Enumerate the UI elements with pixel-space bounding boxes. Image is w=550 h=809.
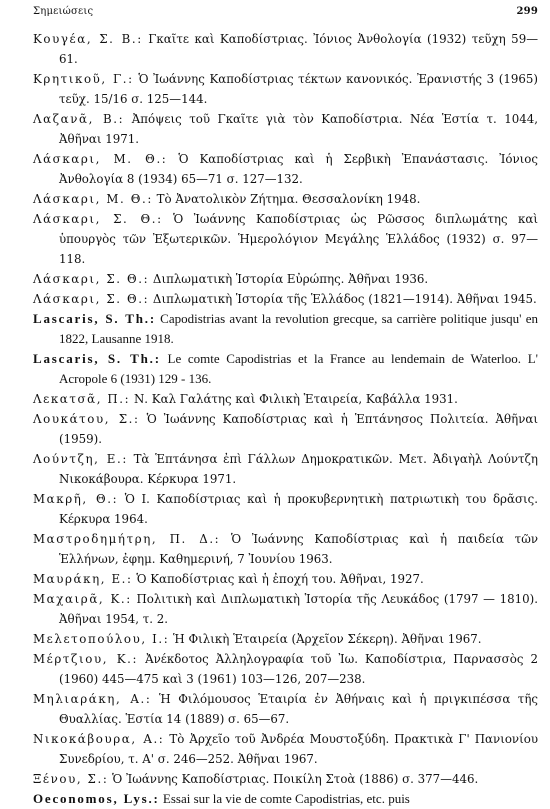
entry-author: Oeconomos, Lys.: [33,791,160,806]
entry-author: Λουκάτου, Σ.: [33,412,140,426]
entry-citation: Ἡ Φιλόμουσος Ἑταιρία ἐν Ἀθήναις καὶ ἡ πριγκιπέσσα τῆς Θυαλλίας. Ἑστία 14 (1889) σ. 65—67. [59,692,539,726]
bibliography-entry [33,629,538,649]
bibliography-entry [33,769,538,789]
entry-author: Ξένου, Σ.: [33,772,109,786]
bibliography-entry [33,409,538,449]
entry-author: Lascaris, S. Th.: [33,351,161,366]
bibliography-entry [33,789,538,809]
entry-citation: Essai sur la vie de comte Capodistrias, etc. puis [159,791,410,806]
entry-author: Μαχαιρᾶ, Κ.: [33,592,132,606]
bibliography-entry [33,349,538,389]
entry-citation: Ὁ Ι. Καποδίστριας καὶ ἡ προκυβερνητικὴ πατριωτικὴ του δρᾶσις. Κέρκυρα 1964. [59,492,538,526]
entry-author: Λάσκαρι, Μ. Θ.: [33,152,168,166]
bibliography-entry [33,289,538,309]
entry-citation: Ὁ Ἰωάννης Καποδίστριας καὶ ἡ Ἑπτάνησος Πολιτεία. Ἀθῆναι (1959). [59,412,538,446]
entry-citation: Ἀνέκδοτος Ἀλληλογραφία τοῦ Ἰω. Καποδίστρια, Παρνασσὸς 2 (1960) 445—475 καὶ 3 (1961) 103—126, 207—238. [59,652,538,686]
entry-author: Lascaris, S. Th.: [33,311,156,326]
bibliography-entry [33,729,538,769]
entry-author: Μαστροδημήτρη, Π. Δ.: [33,532,221,546]
entry-citation: Ὁ Καποδίστριας καὶ ἡ Σερβικὴ Ἐπανάστασις. Ἰόνιος Ἀνθολογία 8 (1934) 65—71 σ. 127—132. [59,152,538,186]
entry-author: Λάσκαρι, Σ. Θ.: [33,212,163,226]
entry-author: Νικοκάβουρα, Α.: [33,732,165,746]
bibliography-entry [33,109,538,149]
bibliography-entry [33,689,538,729]
bibliography-entry [33,589,538,629]
bibliography-entry [33,449,538,489]
entry-citation: Τὰ Ἑπτάνησα ἐπὶ Γάλλων Δημοκρατικῶν. Μετ. Ἀδιγαὴλ Λούντζη Νικοκάβουρα. Κέρκυρα 1971. [59,452,538,486]
entry-author: Μαυράκη, Ε.: [33,572,133,586]
entry-author: Λάσκαρι, Σ. Θ.: [33,292,150,306]
bibliography-entry [33,189,538,209]
entry-citation: Ὁ Ἰωάννης Καποδίστριας ὡς Ρῶσσος διπλωμάτης καὶ ὑπουργὸς τῶν Ἐξωτερικῶν. Ἡμερολόγιον Μεγάλης Ἑλλάδος (1932) σ. 97—118. [59,212,538,266]
entry-citation: Ν. Καλ Γαλάτης καὶ Φιλικὴ Ἑταιρεία, Καβάλλα 1931. [130,392,458,406]
running-title: Σημειώσεις [33,6,94,17]
bibliography-entry [33,29,538,69]
page-number: 299 [516,6,538,17]
entry-author: Λούντζη, Ε.: [33,452,128,466]
entry-author: Μελετοπούλου, Ι.: [33,632,170,646]
bibliography-list [33,29,538,809]
entry-citation: Γκαῖτε καὶ Καποδίστριας. Ἰόνιος Ἀνθολογία (1932) τεῦχη 59—61. [59,32,538,66]
bibliography-entry [33,529,538,569]
bibliography-entry [33,489,538,529]
entry-citation: Ἡ Φιλικὴ Ἑταιρεία (Ἀρχεῖον Σέκερη). Ἀθῆναι 1967. [169,632,482,646]
bibliography-entry [33,389,538,409]
bibliography-entry [33,149,538,189]
entry-author: Μέρτζιου, Κ.: [33,652,139,666]
entry-author: Λαζανᾶ, Β.: [33,112,125,126]
entry-citation: Τὸ Ἀνατολικὸν Ζήτημα. Θεσσαλονίκη 1948. [152,192,421,206]
entry-citation: Ὁ Ἰωάννης Καποδίστριας καὶ ἡ παιδεία τῶν Ἑλλήνων, ἐφημ. Καθημερινή, 7 Ἰουνίου 1963. [59,532,538,566]
bibliography-entry [33,209,538,269]
entry-citation: Διπλωματικὴ Ἱστορία Εὐρώπης. Ἀθῆναι 1936. [149,272,429,286]
entry-author: Λάσκαρι, Μ. Θ.: [33,192,153,206]
entry-citation: Ὁ Ἰωάννης Καποδίστριας. Ποικίλη Στοὰ (1886) σ. 377—446. [108,772,479,786]
entry-author: Κρητικοῦ, Γ.: [33,72,134,86]
entry-author: Μηλιαράκη, Α.: [33,692,152,706]
entry-citation: Le comte Capodistrias et la France au lendemain de Waterloo. L' Acropole 6 (1931) 129 - 136. [59,351,538,386]
entry-citation: Διπλωματικὴ Ἱστορία τῆς Ἑλλάδος (1821—1914). Ἀθῆναι 1945. [149,292,537,306]
entry-citation: Ἀπόψεις τοῦ Γκαῖτε γιὰ τὸν Καποδίστρια. Νέα Ἑστία τ. 1044, Ἀθῆναι 1971. [59,112,538,146]
entry-citation: Ὁ Ἰωάννης Καποδίστριας τέκτων κανονικός. Ἐρανιστής 3 (1965) τεῦχ. 15/16 σ. 125—144. [59,72,538,106]
entry-author: Κουγέα, Σ. Β.: [33,32,143,46]
bibliography-entry [33,649,538,689]
entry-citation: Capodistrias avant la revolution grecque, sa carrière politique jusqu' en 1822, Lausanne 1918. [59,311,538,346]
entry-author: Μακρῆ, Θ.: [33,492,119,506]
entry-citation: Πολιτικὴ καὶ Διπλωματικὴ Ἱστορία τῆς Λευκάδος (1797 — 1810). Ἀθῆναι 1954, τ. 2. [59,592,538,626]
bibliography-entry [33,309,538,349]
bibliography-entry [33,269,538,289]
entry-author: Λάσκαρι, Σ. Θ.: [33,272,150,286]
page-header [33,6,538,17]
entry-citation: Τὸ Ἀρχεῖο τοῦ Ἀνδρέα Μουστοξύδη. Πρακτικὰ Γ' Πανιονίου Συνεδρίου, τ. Α' σ. 246—252. Ἀθῆναι 1967. [59,732,538,766]
entry-author: Λεκατσᾶ, Π.: [33,392,131,406]
bibliography-entry [33,69,538,109]
entry-citation: Ὁ Καποδίστριας καὶ ἡ ἐποχή του. Ἀθῆναι, 1927. [132,572,424,586]
bibliography-entry [33,569,538,589]
